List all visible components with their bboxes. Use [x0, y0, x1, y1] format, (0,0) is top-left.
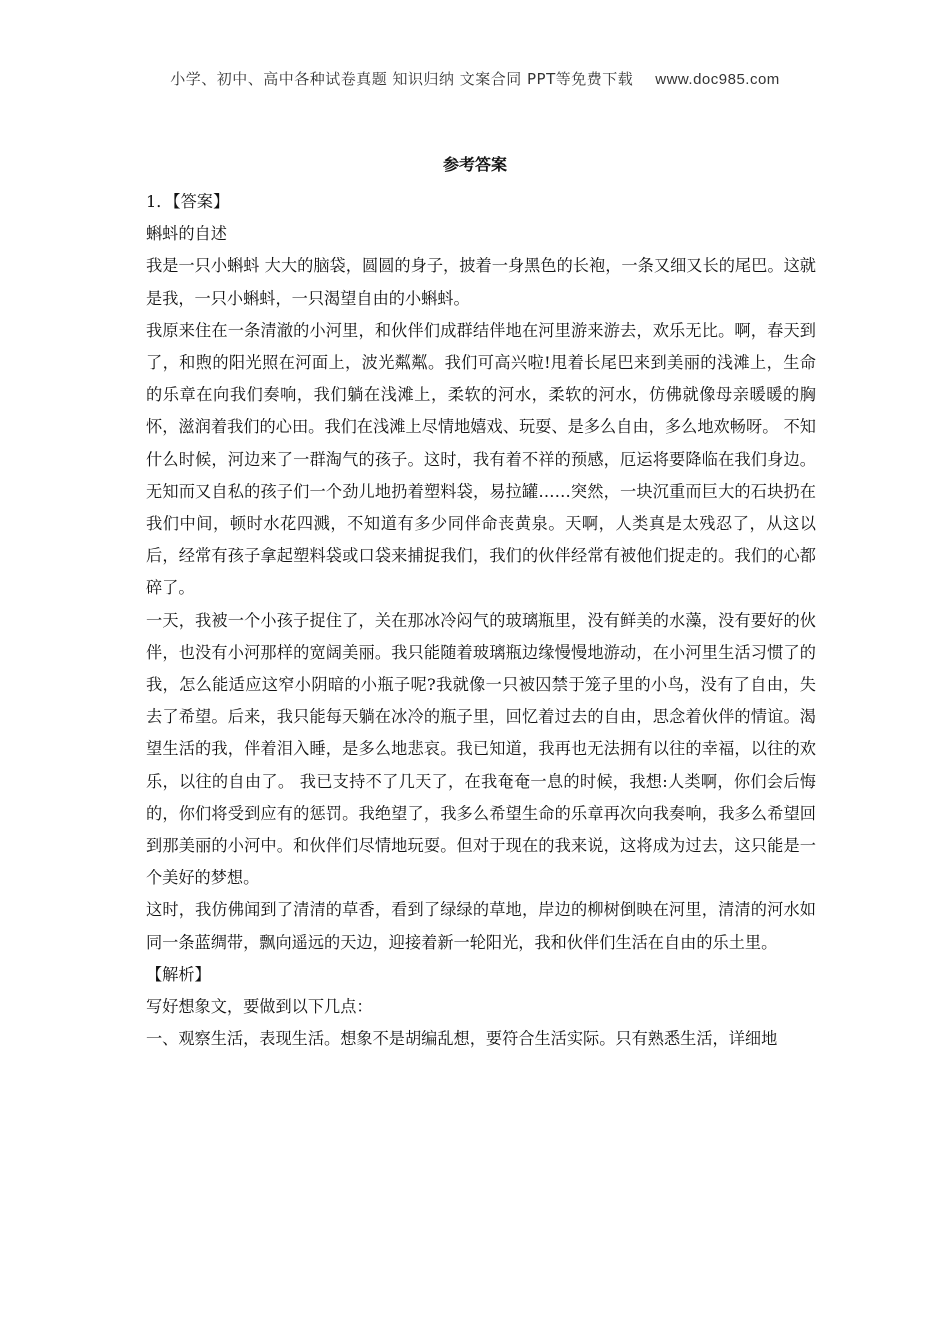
essay-title: 蝌蚪的自述 — [146, 224, 227, 244]
header-text: 小学、初中、高中各种试卷真题 知识归纳 文案合同 PPT等免费下载 — [170, 70, 634, 88]
analysis-intro: 写好想象文，要做到以下几点： — [146, 997, 373, 1017]
question-number-answer-label: 1．【答案】 — [146, 192, 230, 211]
header-url[interactable]: www.doc985.com — [655, 71, 780, 88]
answer-content — [146, 186, 816, 1055]
analysis-point-1: 一、观察生活，表现生活。想象不是胡编乱想，要符合生活实际。只有熟悉生活，详细地 — [146, 1029, 778, 1049]
essay-paragraph-3: 一天，我被一个小孩子捉住了，关在那冰冷闷气的玻璃瓶里，没有鲜美的水藻，没有要好的伙伴，也没有小河那样的宽阔美丽。我只能随着玻璃瓶边缘慢慢地游动，在小河里生活习惯了的我，怎么能适应这窄小阴暗的小瓶子呢?我就像一只被囚禁于笼子里的小鸟，没有了自由，失去了希望。后来，我只能每天躺在冰冷的瓶子里，回忆着过去的自由，思念着伙伴的情谊。渴望生活的我，伴着泪入睡，是多么地悲哀。我已知道，我再也无法拥有以往的幸福，以往的欢乐，以往的自由了。 我已支持不了几天了，在我奄奄一息的时候，我想:人类啊，你们会后悔的，你们将受到应有的惩罚。我绝望了，我多么希望生命的乐章再次向我奏响，我多么希望回到那美丽的小河中。和伙伴们尽情地玩耍。但对于现在的我来说，这将成为过去，这只能是一个美好的梦想。 — [146, 610, 816, 888]
essay-paragraph-2: 我原来住在一条清澈的小河里，和伙伴们成群结伴地在河里游来游去，欢乐无比。啊，春天到了，和煦的阳光照在河面上，波光粼粼。我们可高兴啦!甩着长尾巴来到美丽的浅滩上，生命的乐章在向我们奏响，我们躺在浅滩上，柔软的河水，柔软的河水，仿佛就像母亲暖暖的胸怀，滋润着我们的心田。我们在浅滩上尽情地嬉戏、玩耍、是多么自由，多么地欢畅呀。 不知什么时候，河边来了一群淘气的孩子。这时，我有着不祥的预感，厄运将要降临在我们身边。无知而又自私的孩子们一个劲儿地扔着塑料袋，易拉罐……突然，一块沉重而巨大的石块扔在我们中间，顿时水花四溅，不知道有多少同伴命丧黄泉。天啊，人类真是太残忍了，从这以后，经常有孩子拿起塑料袋或口袋来捕捉我们，我们的伙伴经常有被他们捉走的。我们的心都碎了。 — [146, 320, 816, 598]
essay-paragraph-1: 我是一只小蝌蚪 大大的脑袋，圆圆的身子，披着一身黑色的长袍，一条又细又长的尾巴。这就是我，一只小蝌蚪，一只渴望自由的小蝌蚪。 — [146, 256, 816, 308]
essay-paragraph-4: 这时，我仿佛闻到了清清的草香，看到了绿绿的草地，岸边的柳树倒映在河里，清清的河水如同一条蓝绸带，飘向遥远的天边，迎接着新一轮阳光，我和伙伴们生活在自由的乐土里。 — [146, 900, 816, 952]
page-title: 参考答案 — [442, 155, 507, 174]
analysis-label: 【解析】 — [146, 964, 211, 984]
page-header — [0, 68, 950, 89]
